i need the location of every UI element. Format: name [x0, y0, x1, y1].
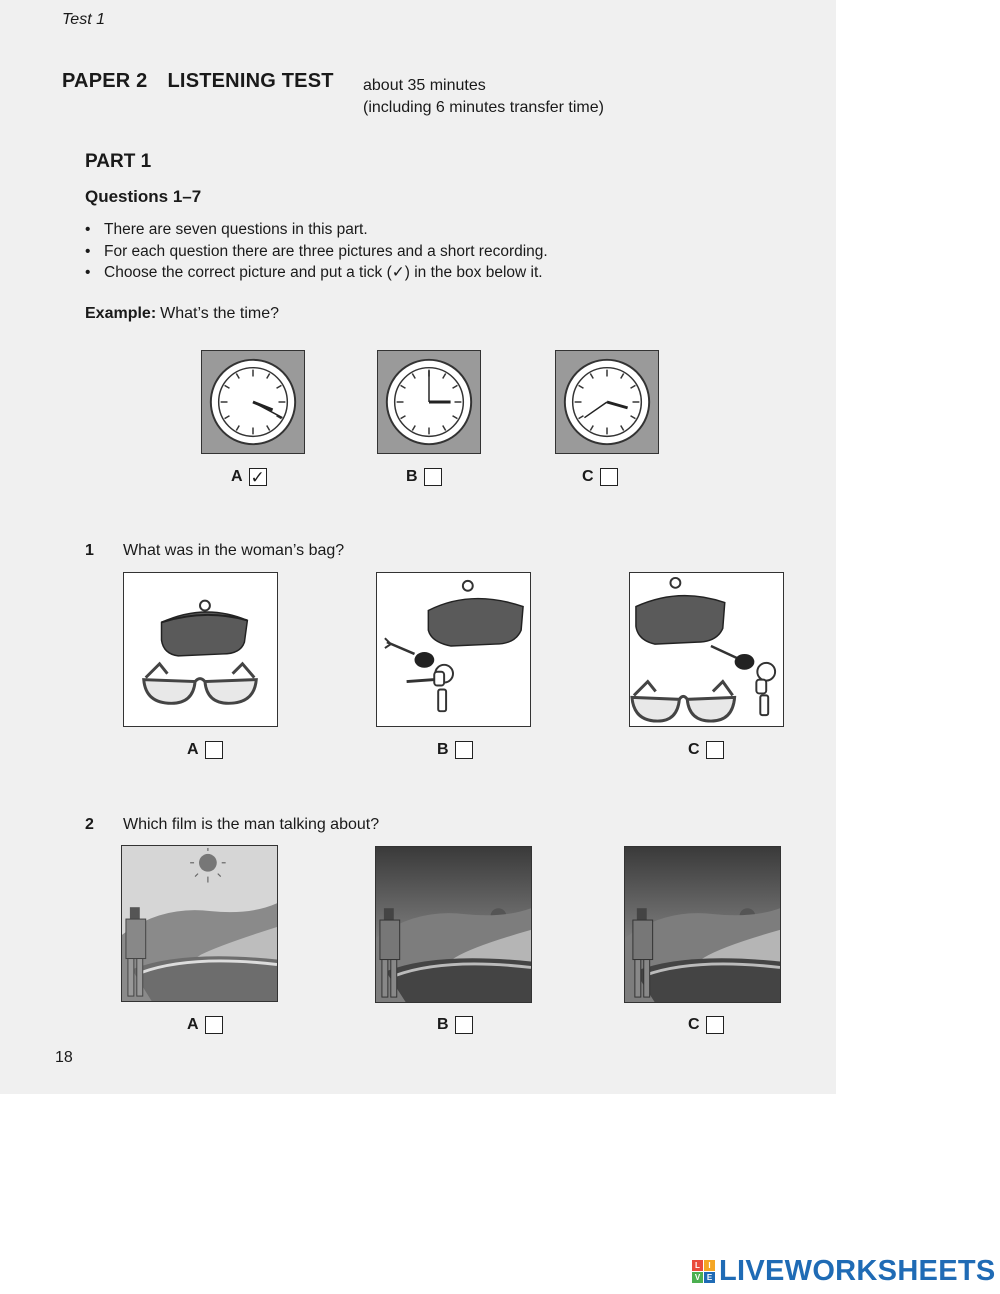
question-2-option-b: [437, 1016, 473, 1034]
logo-tile: L: [692, 1260, 703, 1271]
instruction-item: • There are seven questions in this part.: [85, 219, 548, 241]
answer-checkbox[interactable]: [455, 1016, 473, 1034]
paper-name: LISTENING TEST: [167, 70, 334, 92]
bag-picture-a: [123, 572, 278, 727]
clock-icon: [378, 351, 480, 453]
logo-tile: V: [692, 1272, 703, 1283]
option-letter: C: [688, 1016, 700, 1033]
example-text: What’s the time?: [160, 305, 280, 322]
film-picture-c: [624, 846, 781, 1003]
timing-line-2: (including 6 minutes transfer time): [363, 99, 604, 116]
logo-text: LIVEWORKSHEETS: [719, 1255, 996, 1287]
question-number: 1: [85, 542, 94, 559]
clock-icon: [202, 351, 304, 453]
question-number: 2: [85, 816, 94, 833]
answer-checkbox[interactable]: [706, 741, 724, 759]
option-letter: A: [187, 1016, 199, 1033]
answer-checkbox[interactable]: [424, 468, 442, 486]
purse-icon: [636, 578, 725, 644]
question-1-option-c: [688, 741, 724, 759]
question-2-option-c: [688, 1016, 724, 1034]
example-option-b: [406, 468, 442, 486]
answer-checkbox[interactable]: [600, 468, 618, 486]
purse-icon: [162, 601, 248, 656]
instruction-item: • For each question there are three pictures and a short recording.: [85, 241, 548, 263]
timing-note: [363, 75, 604, 119]
answer-checkbox[interactable]: [706, 1016, 724, 1034]
part-title: PART 1: [85, 151, 152, 172]
clock-icon: [556, 351, 658, 453]
logo-icon: [692, 1260, 715, 1283]
clock-picture-c: [555, 350, 659, 454]
example-option-c: [582, 468, 618, 486]
bag-picture-b: [376, 572, 531, 727]
questions-range: Questions 1–7: [85, 187, 202, 206]
answer-checkbox[interactable]: [455, 741, 473, 759]
option-letter: A: [231, 468, 243, 485]
option-letter: B: [437, 741, 449, 758]
liveworksheets-logo: [692, 1255, 996, 1288]
paper-title: [62, 70, 334, 93]
paper-number: PAPER 2: [62, 70, 148, 92]
logo-tile: E: [704, 1272, 715, 1283]
answer-checkbox[interactable]: [205, 741, 223, 759]
film-picture-b: [375, 846, 532, 1003]
page-number: 18: [55, 1049, 73, 1066]
question-2-option-a: [187, 1016, 223, 1034]
glasses-icon: [632, 682, 735, 721]
example-option-a: [231, 468, 267, 486]
option-letter: A: [187, 741, 199, 758]
timing-line-1: about 35 minutes: [363, 77, 486, 94]
answer-checkbox[interactable]: ✓: [250, 467, 265, 487]
clock-picture-a: [201, 350, 305, 454]
question-1-option-a: [187, 741, 223, 759]
option-letter: C: [688, 741, 700, 758]
option-letter: B: [406, 468, 418, 485]
bag-picture-c: [629, 572, 784, 727]
instructions-list: [85, 219, 548, 284]
question-text: What was in the woman’s bag?: [123, 542, 345, 559]
answer-checkbox[interactable]: [205, 1016, 223, 1034]
logo-tile: I: [704, 1260, 715, 1271]
question-1-option-b: [437, 741, 473, 759]
keys-icon: [385, 638, 453, 711]
clock-picture-b: [377, 350, 481, 454]
instruction-item: • Choose the correct picture and put a tick (✓) in the box below it.: [85, 262, 548, 284]
film-picture-a: [121, 845, 278, 1002]
example-question: [85, 305, 279, 323]
test-label: Test 1: [62, 11, 105, 28]
option-letter: C: [582, 468, 594, 485]
option-letter: B: [437, 1016, 449, 1033]
glasses-icon: [144, 664, 257, 703]
example-label: Example:: [85, 305, 157, 322]
question-text: Which film is the man talking about?: [123, 816, 380, 833]
purse-icon: [428, 581, 523, 646]
